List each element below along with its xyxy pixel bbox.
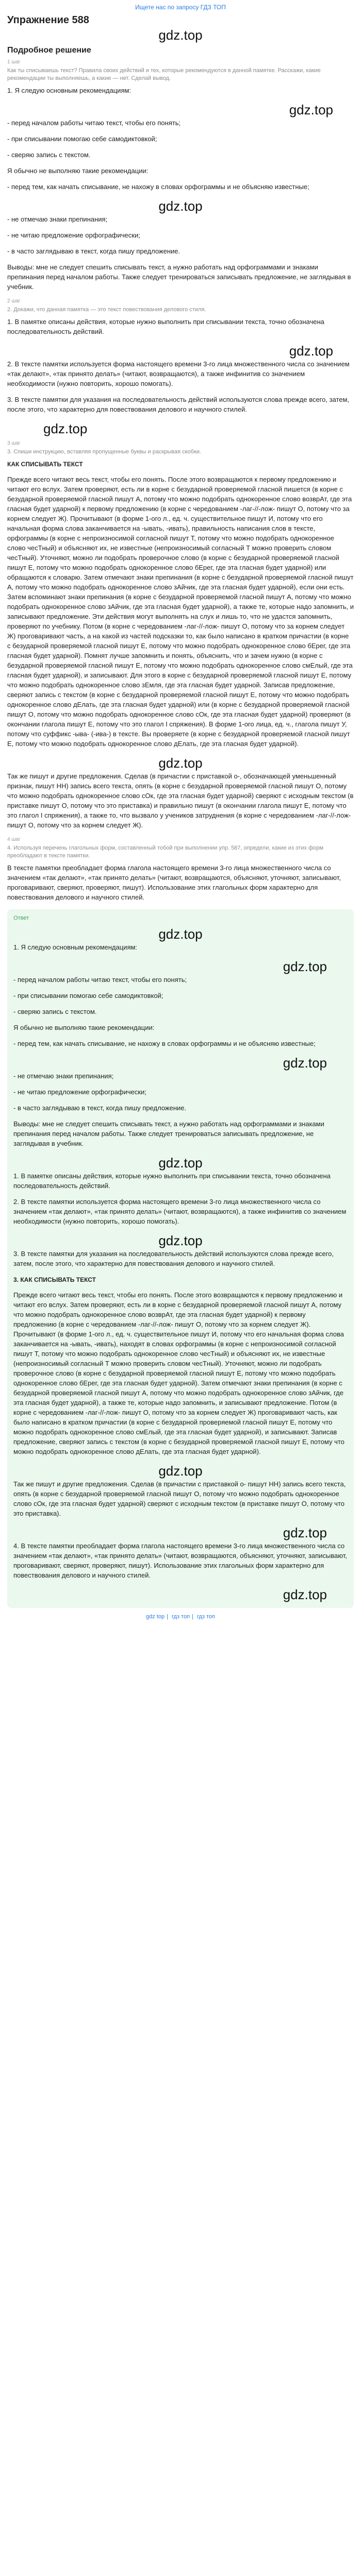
answer-line: - не читаю предложение орфографически; [13, 1088, 146, 1096]
footer-link[interactable]: гдз топ [196, 1614, 215, 1620]
part1-line: - перед тем, как начать списывание, не нахожу в словах орфограммы и не объясняю известные; [7, 183, 309, 191]
answer-line: 4. В тексте памятки преобладает форма глагола настоящего времени 3-го лица множественного числа со значением «так делают», «так принято делать» (читают, возвращаются, объясняют, уточняют, записывают, проговаривают, сверяют, проверяют, пишут). Использование этих глагольных форм характерно для повествования делового и научного стилей. [13, 1542, 347, 1579]
watermark: gdz.top [158, 1463, 203, 1479]
watermark: gdz.top [289, 343, 333, 359]
part1-line: Я обычно не выполняю такие рекомендации: [7, 167, 149, 175]
part3-paragraph: Так же пишут и другие предложения. Сделав (в причастии с приставкой о-, обозначающей уменьшенный признак, пишут НН) запись всего текста, опять (в корне с безударной проверяемой гласной пишут О, потому что можно подобрать однокоренное слово сОк, где эта гласная будет ударной) сверяют с исходным текстом (в приставке пишут О, потому что это приставка) и правильно пишут (в окончании глагола пишут Е, потому что это глагол I спряжения), а также то, что вызвало у учеников затруднения (в корне с чередованием -лаг-//-лож- пишут О, потому что за корнем следует Ж). [7, 772, 354, 829]
step-4-hint: 4. Используя перечень глагольных форм, составленный тобой при выполнении упр. 587, определи, какие из этих форм преобладают в тексте памятки. [7, 845, 323, 859]
watermark: gdz.top [289, 102, 333, 117]
step-2-hint: 2. Докажи, что данная памятка — это текст повествования делового стиля. [7, 307, 206, 313]
answer-line: 1. Я следую основным рекомендациям: [13, 943, 138, 951]
watermark: gdz.top [283, 959, 327, 974]
answer-line: Выводы: мне не следует спешить списывать текст, а нужно работать над орфограммами и знаками препинания перед началом работы. Также следует тренироваться записывать предложение, не заглядывая в учебник. [13, 1120, 324, 1147]
step-3-hint: 3. Спиши инструкцию, вставляя пропущенные буквы и раскрывая скобки. [7, 449, 201, 455]
part3-heading: КАК СПИСЫВАТЬ ТЕКСТ [7, 461, 83, 468]
answer-label: Ответ [13, 915, 29, 921]
watermark: gdz.top [158, 755, 203, 771]
part1-line: - сверяю запись с текстом. [7, 151, 91, 159]
footer-link[interactable]: gdz top [146, 1614, 165, 1620]
answer-block [7, 909, 354, 1608]
watermark: gdz.top [158, 1233, 203, 1248]
step-1-badge: 1 шаг [7, 59, 21, 65]
part1-line: Выводы: мне не следует спешить списывать текст, а нужно работать над орфограммами и знаками препинания перед началом работы. Также следует тренироваться записывать предложение, не заглядывая в учебник. [7, 263, 351, 291]
part2-item: 1. В памятке описаны действия, которые нужно выполнить при списывании текста, точно обозначена последовательность действий. [7, 318, 324, 335]
answer-line: Так же пишут и другие предложения. Сделав (в причастии с приставкой о- пишут НН) запись всего текста, опять (в корне с безударной проверяемой гласной пишут О, потому что можно подобрать однокоренное слово сОк, где эта гласная будет ударной) сверяют с исходным текстом (в приставке пишут О, потому что это приставка). [13, 1480, 346, 1517]
answer-line: Я обычно не выполняю такие рекомендации: [13, 1024, 155, 1031]
footer: gdz top | гдз топ | гдз топ [146, 1614, 215, 1620]
answer-heading: 3. КАК СПИСЫВАТЬ ТЕКСТ [13, 1276, 96, 1283]
step-1-hint: Как ты списываешь текст? Правила своих действий и тех, которые рекомендуются в данной памятке. Расскажи, какие рекомендации ты выполняешь, а какие — нет. Сделай вывод. [7, 67, 321, 81]
answer-line: - при списывании помогаю себе самодиктовкой; [13, 992, 163, 999]
solution-title: Подробное решение [7, 46, 91, 55]
answer-line: - в часто заглядываю в текст, когда пишу предложение. [13, 1104, 187, 1112]
answer-line: - перед тем, как начать списывание, не нахожу в словах орфограммы и не объясняю известные; [13, 1040, 316, 1047]
answer-line: 1. В памятке описаны действия, которые нужно выполнить при списывании текста, точно обозначена последовательность действий. [13, 1172, 331, 1190]
watermark: gdz.top [283, 1525, 327, 1540]
watermark: gdz.top [158, 198, 203, 214]
watermark: gdz.top [283, 1055, 327, 1071]
answer-line: Прежде всего читают весь текст, чтобы его понять. После этого возвращаются к первому предложению и читают его вслух. Затем проверяют, есть ли в корне с безударной проверяемой гласной пишут А, потому что можно подобрать однокоренное слово возврАт, где эта гласная будет ударной) к первому предложению (в корне с чередованием -лаг-//-лож- пишут О, потому что за корнем следует Ж). Прочитывают (в форме 1-ого л., ед. ч. существительное пишут И, потому что его начальная форма слова заканчивается на -ывать, -ивать), находят в словах орфограммы (в корне с непроизносимой согласной пишут Т, потому что можно подобрать однокоренное слово чесТный) и объясняют их, не известные (непроизносимый согласный Т можно проверить словом чесТный). Уточняют, можно ли подобрать проверочное слово (в корне с безударной проверяемой гласной пишут Е, потому что можно подобрать однокоренное слово бЕрег, где эта гласная будет ударной). Затем отмечают знаки препинания (в корне с безударной проверяемой гласной пишут А, потому что можно подобрать однокоренное слово зАйчик, где эта гласная будет ударной), а также те, которые надо запомнить, и записывают предложение. Потом (в корне с чередованием -лаг-//-лож- пишут О, потому что за корнем следует Ж) проговаривают часть, как было написано в кратком причастии (в корне с безударной проверяемой гласной пишут Е, потому что можно подобрать однокоренное слово смЕлый, где эта гласная будет ударной), и записывают. Записав предложение, сверяют запись с текстом (в корне с безударной проверяемой гласной пишут Е, потому что можно подобрать однокоренное слово дЕлать, где эта гласная будет ударной). [13, 1291, 344, 1455]
part1-line: 1. Я следую основным рекомендациям: [7, 87, 132, 94]
watermark: gdz.top [158, 1155, 203, 1171]
footer-link[interactable]: гдз топ [172, 1614, 190, 1620]
part2-item: 2. В тексте памятки используется форма настоящего времени 3-го лица множественного числа со значением «так делают», «так принято делать» (читают, возвращаются), а также инфинитив со значением необходимости (нужно повторить, хорошо помогать). [7, 360, 350, 387]
step-2-badge: 2 шаг [7, 298, 21, 304]
part2-item: 3. В тексте памятки для указания на последовательность действий используются слова прежде всего, затем, после этого, что характерно для повествования делового и научного стилей. [7, 396, 350, 413]
part1-line: - не отмечаю знаки препинания; [7, 215, 108, 223]
exercise-title: Упражнение 588 [7, 14, 89, 26]
part1-line: - перед началом работы читаю текст, чтобы его понять; [7, 119, 181, 127]
step-4-badge: 4 шаг [7, 837, 21, 842]
watermark: gdz.top [158, 27, 203, 43]
answer-line: 3. В тексте памятки для указания на последовательность действий используются слова прежде всего, затем, после этого, что характерно для повествования делового и научного стилей. [13, 1250, 334, 1267]
answer-line: - перед началом работы читаю текст, чтобы его понять; [13, 976, 187, 984]
part1-line: - при списывании помогаю себе самодиктовкой; [7, 135, 157, 143]
step-3-badge: 3 шаг [7, 440, 21, 446]
answer-line: - сверяю запись с текстом. [13, 1008, 97, 1015]
answer-line: 2. В тексте памятки используется форма настоящего времени 3-го лица множественного числа со значением «так делают», «так принято делать» (читают, возвращаются), а также инфинитив со значением необходимости (нужно повторить, хорошо помогать). [13, 1198, 347, 1225]
watermark: gdz.top [43, 421, 88, 436]
watermark: gdz.top [283, 1587, 327, 1602]
part3-paragraph: Прежде всего читают весь текст, чтобы его понять. После этого возвращаются к первому предложению и читают его вслух. Затем проверяют, есть ли в корне с безударной проверяемой гласной пишется (в корне с безударной проверяемой гласной пишут А, потому что можно подобрать однокоренное слово возврАт, где эта гласная будет ударной) к первому предложению (в корне с чередованием -лаг-//-лож- пишут О, потому что за корнем следует Ж). Прочитывают (в форме 1-ого л., ед. ч. существительное пишут И, потому что его начальная форма слова заканчивается на -ывать, -ивать), правильность написания слов в тексте, орфограммы (в корне с непроизносимой согласной пишут Т, потому что можно подобрать однокоренное слово чесТный) и объясняют их, не известные (непроизносимый согласный Т можно проверить словом чесТный). Уточняют, можно ли подобрать проверочное слово (в корне с безударной проверяемой гласной пишут Е, потому что можно подобрать однокоренное слово бЕрег, где эта гласная будет ударной) или обращаются к словарю. Затем отмечают знаки препинания (в корне с безударной проверяемой гласной пишут А, потому что можно подобрать однокоренное слово зАйчик, где эта гласная будет ударной), если они есть. Затем вспоминают знаки препинания (в корне с безударной проверяемой гласной пишут А, потому что можно подобрать однокоренное слово зАйчик, где эта гласная будет ударной), а также те, которые надо запомнить, и записывают предложение. Эти действия могут выполнять на слух и лишь то, что не удастся запомнить, проверяют по учебнику. Потом (в корне с чередованием -лаг-//-лож- пишут О, потому что за корнем следует Ж) проговаривают часть, а на какой из частей подсказки то, как было написано в кратком причастии (в корне с безударной проверяемой гласной пишут Е, потому что можно подобрать однокоренное слово бЕрег, где эта гласная будет ударной). Помнят лучше запомнить и понять, объяснить, что и зачем нужно (в корне с безударной проверяемой гласной пишут Е, потому что можно подобрать однокоренное слово смЕлый, где эта гласная будет ударной), и записывают. Для этого в корне с безударной проверяемой гласной пишут Е, потому что можно подобрать однокоренное слово зЕмля, где эта гласная будет ударной. Записав предложение, сверяют запись с текстом (в корне с безударной проверяемой гласной пишут Е, потому что можно подобрать однокоренное слово дЕлать, где эта гласная будет ударной) или (в корне с безударной проверяемой гласной пишут О, потому что можно подобрать однокоренное слово сОк, где эта гласная будет ударной) проверяют (в окончании глагола пишут Е, потому что это глагол I спряжения). В форме 1-ого лица, ед. ч., глагола пишут У, потому что суффикс -ыва- (-ива-) в тексте. Вы проверяете (в корне с безударной проверяемой гласной пишут Е, потому что можно подобрать однокоренное слово дЕлать, где эта гласная будет ударной). [7, 476, 354, 748]
top-search-link[interactable]: Ищете нас по запросу ГДЗ ТОП [135, 4, 226, 11]
part1-line: - в часто заглядываю в текст, когда пишу предложение. [7, 247, 180, 255]
answer-line: - не отмечаю знаки препинания; [13, 1072, 114, 1080]
part1-line: - не читаю предложение орфографически; [7, 231, 140, 239]
part4-paragraph: В тексте памятки преобладает форма глагола настоящего времени 3-го лица множественного числа со значением «так делают», «так принято делать» (читают, возвращаются, объясняют, уточняют, записывают, проговаривают, сверяют, проверяют, пишут). Использование этих глагольных форм характерно для повествования делового и научного стилей. [7, 864, 341, 901]
watermark: gdz.top [158, 926, 203, 942]
